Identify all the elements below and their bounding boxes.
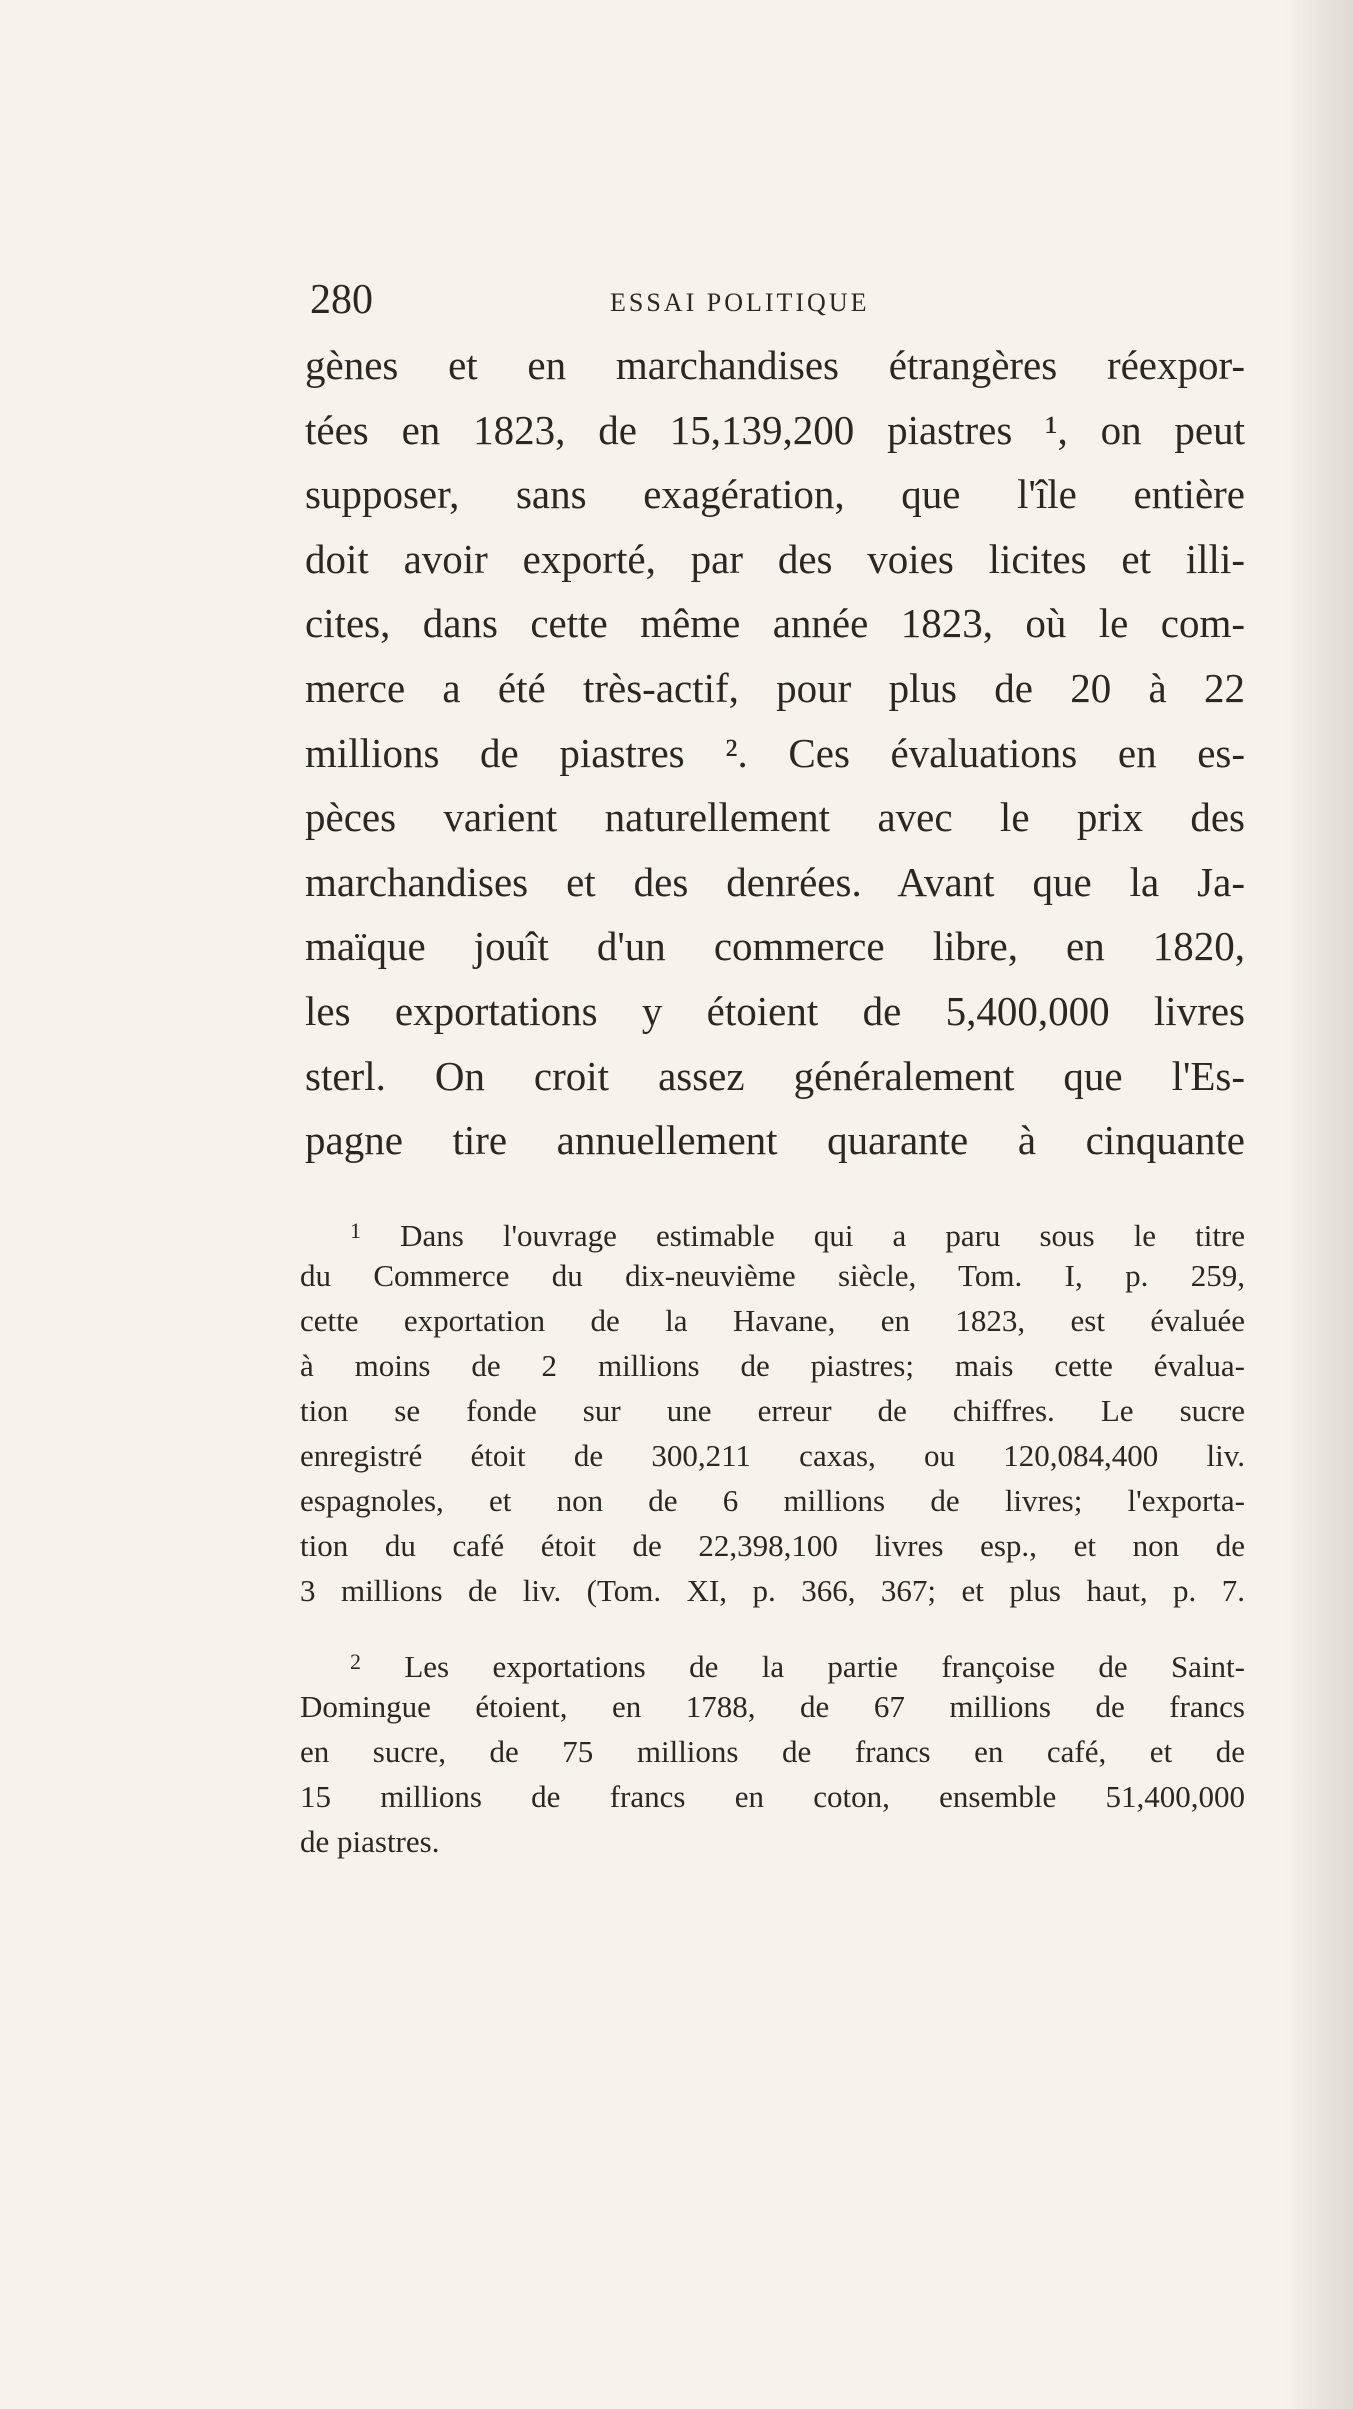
footnote-line: de piastres. <box>300 1824 440 1859</box>
text-line: doit avoir exporté, par des voies licites et illi- <box>305 535 1245 582</box>
main-text <box>305 333 1245 1173</box>
text-line: supposer, sans exagération, que l'île entière <box>305 471 1245 518</box>
running-title: ESSAI POLITIQUE <box>610 288 870 317</box>
footnote-line: 3 millions de liv. (Tom. XI, p. 366, 367; et plus haut, p. 7. <box>300 1573 1245 1608</box>
text-line: cites, dans cette même année 1823, où le com- <box>305 600 1245 647</box>
footnote-line: espagnoles, et non de 6 millions de livres; l'exporta- <box>300 1483 1245 1518</box>
text-line: maïque jouît d'un commerce libre, en 1820, <box>305 923 1245 970</box>
text-line: millions de piastres ². Ces évaluations en es- <box>305 729 1245 776</box>
footnote-gap <box>300 1613 1245 1639</box>
text-line: marchandises et des denrées. Avant que la Ja- <box>305 858 1245 905</box>
text-line: les exportations y étoient de 5,400,000 livres <box>305 987 1245 1034</box>
text-line: merce a été très-actif, pour plus de 20 à 22 <box>305 664 1245 711</box>
page-header <box>300 270 1240 330</box>
footnote-1-line-first <box>300 1208 1245 1253</box>
footnote-line: en sucre, de 75 millions de francs en café, et de <box>300 1734 1245 1769</box>
page-edge-shadow <box>1283 0 1353 2409</box>
footnote-line: Domingue étoient, en 1788, de 67 millions de francs <box>300 1689 1245 1724</box>
footnote-marker: 2 <box>350 1649 361 1674</box>
text-line: tées en 1823, de 15,139,200 piastres ¹, on peut <box>305 406 1245 453</box>
footnote-line: du Commerce du dix-neuvième siècle, Tom. I, p. 259, <box>300 1258 1245 1293</box>
text-line: gènes et en marchandises étrangères réexpor- <box>305 342 1245 388</box>
footnote-2-line-first <box>300 1639 1245 1684</box>
footnote-line: tion se fonde sur une erreur de chiffres. Le sucre <box>300 1393 1245 1428</box>
footnote-line: enregistré étoit de 300,211 caxas, ou 120,084,400 liv. <box>300 1438 1245 1473</box>
footnote-line: 15 millions de francs en coton, ensemble 51,400,000 <box>300 1779 1245 1814</box>
footnote-text: Dans l'ouvrage estimable qui a paru sous le titre <box>400 1218 1246 1253</box>
text-line: pagne tire annuellement quarante à cinquante <box>305 1117 1245 1164</box>
page-number: 280 <box>310 277 373 323</box>
footnotes <box>300 1208 1245 1864</box>
footnote-line: cette exportation de la Havane, en 1823, est évaluée <box>300 1303 1245 1338</box>
footnote-marker: 1 <box>350 1218 361 1243</box>
footnote-text: Les exportations de la partie françoise de Saint- <box>404 1649 1245 1684</box>
footnote-line: tion du café étoit de 22,398,100 livres esp., et non de <box>300 1528 1245 1563</box>
footnote-line: à moins de 2 millions de piastres; mais cette évalua- <box>300 1348 1245 1383</box>
text-line: sterl. On croit assez généralement que l'Es- <box>305 1052 1245 1099</box>
text-line: pèces varient naturellement avec le prix des <box>305 794 1245 841</box>
